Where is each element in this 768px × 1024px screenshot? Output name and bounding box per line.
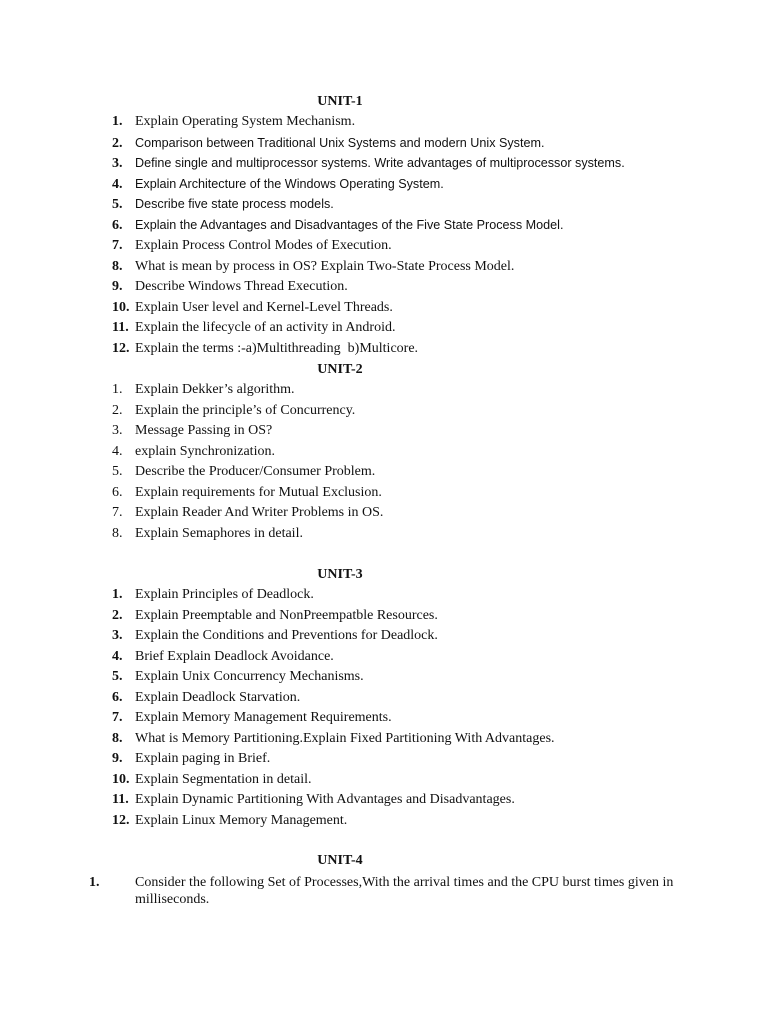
question-number: 7. xyxy=(112,238,123,253)
list-item xyxy=(89,874,680,908)
question-number: 8. xyxy=(112,730,123,746)
question-text: Explain the principle’s of Concurrency. xyxy=(135,402,356,418)
question-text: Explain Preemptable and NonPreempatble Resources. xyxy=(135,607,438,623)
question-text: Explain Reader And Writer Problems in OS. xyxy=(135,505,384,520)
list-item xyxy=(112,153,672,175)
question-number: 11. xyxy=(112,792,129,807)
question-text: Explain Segmentation in detail. xyxy=(135,771,312,787)
list-item xyxy=(112,421,672,442)
list-item xyxy=(112,688,672,709)
question-text: Define single and multiprocessor systems. Write advantages of multiprocessor systems. xyxy=(135,156,625,170)
list-item xyxy=(112,277,672,298)
question-number: 8. xyxy=(112,525,123,541)
question-number: 4. xyxy=(112,176,123,192)
list-item xyxy=(112,318,672,339)
question-number: 9. xyxy=(112,279,123,294)
question-number: 1. xyxy=(112,587,123,602)
question-text: Explain Operating System Mechanism. xyxy=(135,114,356,129)
list-item xyxy=(112,339,672,360)
question-text: Message Passing in OS? xyxy=(135,423,273,438)
list-item xyxy=(112,112,672,133)
question-number: 6. xyxy=(112,484,123,500)
list-item xyxy=(112,749,672,770)
list-item xyxy=(112,729,672,750)
question-number: 5. xyxy=(112,669,123,684)
list-item xyxy=(112,236,672,257)
question-text: Explain Process Control Modes of Execution. xyxy=(135,238,392,253)
list-item xyxy=(112,667,672,688)
list-item xyxy=(112,647,672,668)
question-number: 7. xyxy=(112,710,123,725)
question-number: 10. xyxy=(112,771,130,787)
question-text: Explain Unix Concurrency Mechanisms. xyxy=(135,669,364,684)
question-number: 9. xyxy=(112,751,123,766)
unit-1-heading: UNIT-1 xyxy=(317,94,363,109)
question-number: 6. xyxy=(112,689,123,705)
list-item xyxy=(112,194,672,216)
question-number: 2. xyxy=(112,402,123,418)
question-number: 11. xyxy=(112,320,129,335)
list-item xyxy=(112,770,672,791)
unit-2-heading: UNIT-2 xyxy=(317,362,363,377)
question-text: Explain Linux Memory Management. xyxy=(135,812,348,828)
question-text: explain Synchronization. xyxy=(135,443,275,459)
question-text: Explain the lifecycle of an activity in Android. xyxy=(135,320,396,335)
question-text: Explain Dekker’s algorithm. xyxy=(135,382,295,397)
question-number: 7. xyxy=(112,505,123,520)
question-number: 3. xyxy=(112,628,123,643)
question-text: Comparison between Traditional Unix Systems and modern Unix System. xyxy=(135,135,545,150)
list-item xyxy=(112,790,672,811)
question-text: Explain the Advantages and Disadvantages of the Five State Process Model. xyxy=(135,218,564,232)
list-item xyxy=(112,298,672,319)
question-text: Describe Windows Thread Execution. xyxy=(135,279,348,294)
question-text: Explain Dynamic Partitioning With Advantages and Disadvantages. xyxy=(135,792,515,807)
question-number: 1. xyxy=(112,382,123,397)
question-text: Describe the Producer/Consumer Problem. xyxy=(135,464,376,479)
list-item xyxy=(112,380,672,401)
list-item xyxy=(112,483,672,504)
question-text: Explain Deadlock Starvation. xyxy=(135,689,301,705)
question-text: Explain the Conditions and Preventions for Deadlock. xyxy=(135,628,438,643)
question-number: 2. xyxy=(112,607,123,623)
list-item xyxy=(112,462,672,483)
list-item xyxy=(112,442,672,463)
question-text: Explain User level and Kernel-Level Threads. xyxy=(135,300,393,315)
question-number: 2. xyxy=(112,135,123,151)
question-number: 1. xyxy=(112,114,123,129)
question-text: Explain requirements for Mutual Exclusion. xyxy=(135,484,382,500)
question-number: 4. xyxy=(112,443,123,459)
question-text: Explain Semaphores in detail. xyxy=(135,525,303,541)
question-text: Describe five state process models. xyxy=(135,197,334,211)
question-number: 4. xyxy=(112,648,123,664)
list-item xyxy=(112,174,672,196)
unit-3-heading: UNIT-3 xyxy=(317,567,363,582)
question-text: Explain the terms :-a)Multithreading b)Multicore. xyxy=(135,341,419,356)
question-text: What is Memory Partitioning.Explain Fixed Partitioning With Advantages. xyxy=(135,730,555,746)
list-item xyxy=(112,708,672,729)
question-text: Brief Explain Deadlock Avoidance. xyxy=(135,648,334,664)
question-text: Explain paging in Brief. xyxy=(135,751,271,766)
list-item xyxy=(112,133,672,155)
question-number: 10. xyxy=(112,300,130,315)
question-number: 3. xyxy=(112,423,123,438)
list-item xyxy=(112,811,672,832)
question-text: Explain Principles of Deadlock. xyxy=(135,587,314,602)
question-number: 6. xyxy=(112,218,123,233)
question-text: What is mean by process in OS? Explain Two-State Process Model. xyxy=(135,259,515,274)
unit-4-heading: UNIT-4 xyxy=(317,853,363,868)
list-item xyxy=(112,503,672,524)
list-item xyxy=(112,626,672,647)
question-number: 5. xyxy=(112,197,123,212)
list-item xyxy=(112,401,672,422)
question-text: Explain Architecture of the Windows Operating System. xyxy=(135,176,444,191)
question-number: 8. xyxy=(112,259,123,274)
question-number: 12. xyxy=(112,812,130,828)
question-number: 12. xyxy=(112,341,130,356)
list-item xyxy=(112,585,672,606)
question-text: Explain Memory Management Requirements. xyxy=(135,710,392,725)
question-text: Consider the following Set of Processes,With the arrival times and the CPU burst times given in milliseconds. xyxy=(135,875,674,907)
list-item xyxy=(112,606,672,627)
question-number: 3. xyxy=(112,156,123,171)
list-item xyxy=(112,257,672,278)
question-number: 1. xyxy=(89,875,100,890)
question-number: 5. xyxy=(112,464,123,479)
list-item xyxy=(112,215,672,237)
list-item xyxy=(112,524,672,545)
